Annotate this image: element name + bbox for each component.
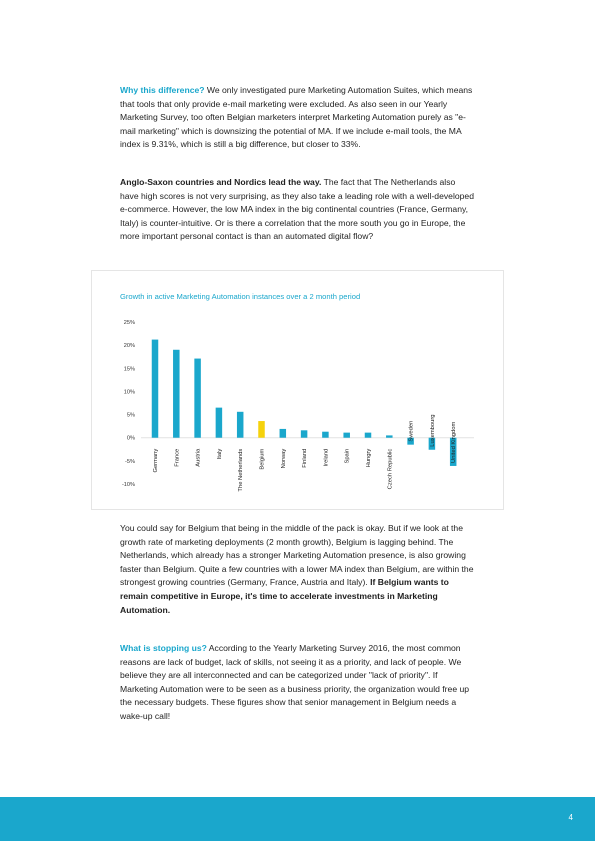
bar-austria [194,359,201,438]
y-tick-label: 25% [123,320,135,326]
category-label: Austria [195,448,202,467]
category-label: The Netherlands [238,448,245,492]
bar-norway [280,429,287,438]
bar-belgium [258,421,265,438]
footer-bar [0,797,595,841]
paragraph-bold-callout: If Belgium wants to remain competitive in Europe, it's time to accelerate investments in Marketing Automation. [120,577,449,615]
category-label: Norway [280,448,287,469]
paragraph-text: The fact that The Netherlands also have high scores is not very surprising, as they also take a leading role with a well-developed e-commerce. However, the low MA index in the big continental countries (France, Germany, Italy) is counter-intuitive. Or is there a correlation that the more south you go in Europe, the more important personal contact is than an automated digital flow? [120,177,474,242]
bar-finland [301,430,308,437]
category-label: Luxembourg [429,414,436,447]
y-tick-label: 5% [126,412,135,419]
y-tick-label: 10% [123,389,135,396]
category-label: Germany [153,448,159,473]
category-label: France [174,448,181,467]
y-tick-label: 20% [123,343,135,350]
category-label: Czech Republic [387,448,394,490]
page-number: 4 [568,813,573,822]
paragraph-anglo-saxon [120,176,476,244]
category-label: Ireland [323,448,330,467]
category-label: United Kingdom [451,421,458,463]
bar-hungry [365,433,372,438]
paragraph-lead: Why this difference? [120,85,205,95]
category-label: Hungry [366,448,372,468]
category-label: Finland [302,448,309,468]
paragraph-text: According to the Yearly Marketing Survey 2016, the most common reasons are lack of budget, lack of skills, not seeing it as a priority, and lack of people. We believe they are all interconnected and can be categorized under "lack of priority". If Marketing Automation were to be seen as a business priority, the organization would free up the necessary budgets. These figures show that senior management in Belgium needs a wake-up call! [120,643,470,721]
bar-italy [216,408,223,438]
y-tick-label: -5% [125,458,135,465]
y-tick-label: 15% [123,366,135,373]
chart-title: Growth in active Marketing Automation instances over a 2 month period [120,292,361,301]
bar-france [173,350,180,438]
paragraph-belgium-middle [120,522,476,617]
y-tick-label: -10% [121,482,135,488]
paragraph-what-stopping [120,642,476,724]
paragraph-why-difference [120,84,476,152]
bar-the-netherlands [237,412,244,438]
paragraph-text: You could say for Belgium that being in the middle of the pack is okay. But if we look at the growth rate of marketing deployments (2 month growth), Belgium is lagging behind. The Netherlands, which already has a stronger Marketing Automation presence, is also growing faster than Belgium. Quite a few countries with a lower MA index than Belgium, are within the strongest growing countries (Germany, France, Austria and Italy). [120,523,474,588]
bar-spain [343,433,350,438]
bar-chart [91,270,504,510]
category-label: Sweden [408,420,415,442]
paragraph-lead: What is stopping us? [120,643,207,653]
bar-ireland [322,432,329,438]
paragraph-lead: Anglo-Saxon countries and Nordics lead the way. [120,177,322,187]
category-label: Spain [344,448,351,464]
bar-czech-republic [386,435,393,437]
y-tick-label: 0% [126,435,135,442]
category-label: Belgium [259,448,266,470]
paragraph-text: We only investigated pure Marketing Automation Suites, which means that tools that only provide e-mail marketing were excluded. As also seen in our Yearly Marketing Survey, too often Belgian marketers interpret Marketing Automation purely as "e-mail marketing" which is downsizing the potential of MA. If we include e-mail tools, the MA index is 9.31%, which is still a big difference, but closer to 33%. [120,85,473,150]
bar-germany [152,340,159,438]
category-label: Italy [216,448,223,460]
